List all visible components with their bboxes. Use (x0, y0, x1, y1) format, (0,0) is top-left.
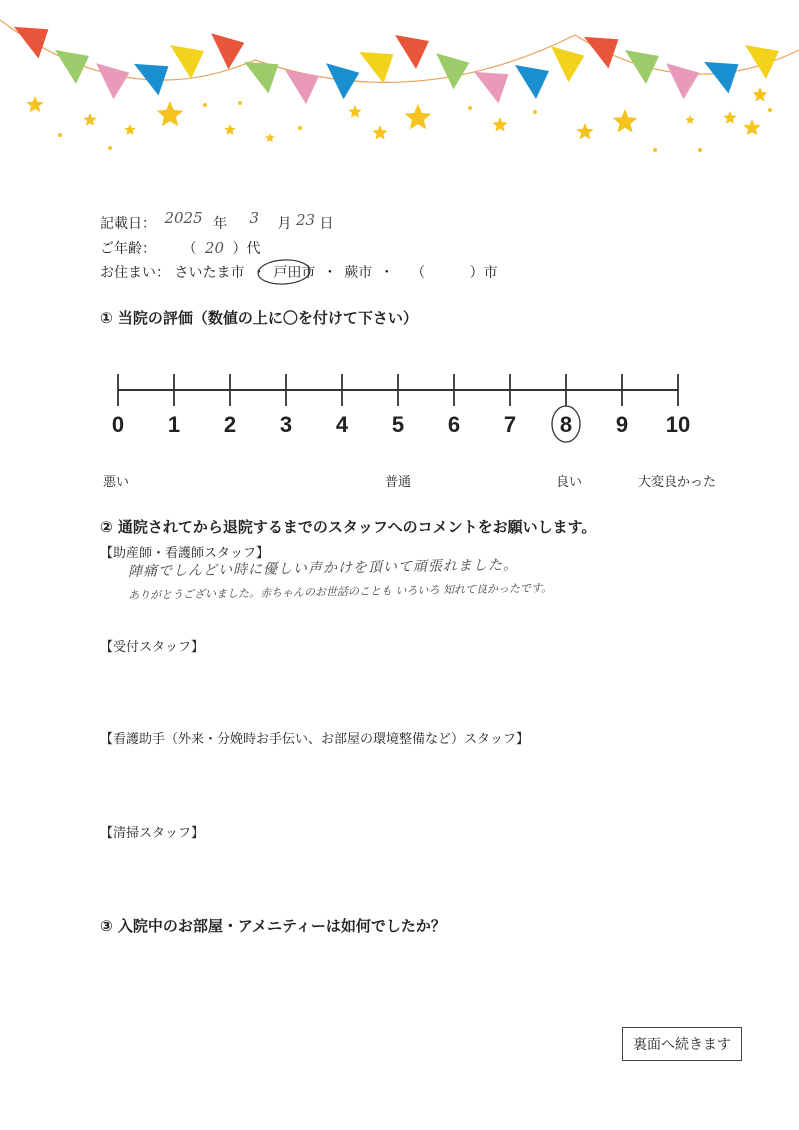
bunting-flag (208, 33, 245, 70)
bunting-flag (244, 58, 281, 95)
date-day: 23 (296, 211, 316, 229)
scale-word-good: 良い (556, 475, 583, 490)
bunting-flag (359, 48, 396, 85)
residence-label: お住まい： (100, 265, 170, 281)
month-unit: 月 (277, 216, 292, 232)
dot-decoration (468, 106, 472, 110)
bunting-flag (704, 58, 741, 95)
residence-option-warabi: 蕨市 (344, 265, 373, 281)
dot-decoration (298, 126, 302, 130)
scale-number-3: 3 (279, 412, 293, 437)
scale-number-0: 0 (111, 412, 125, 437)
bunting-flag (584, 33, 621, 70)
dot-decoration (533, 110, 537, 114)
star-icon (752, 87, 767, 102)
age-value: 20 (204, 239, 224, 257)
bunting-flag (515, 65, 549, 99)
residence-other-open: （ (411, 265, 426, 281)
age-row (100, 238, 260, 258)
section3-title: ③ 入院中のお部屋・アメニティーは如何でしたか？ (100, 917, 446, 935)
star-icon (224, 124, 235, 135)
star-icon (124, 124, 135, 135)
dot-decoration (653, 148, 657, 152)
residence-option-saitama: さいたま市 (174, 265, 245, 281)
bunting-flag (745, 45, 779, 79)
section2-title: ② 通院されてから退院するまでのスタッフへのコメントをお願いします。 (100, 518, 597, 536)
star-icon (743, 119, 760, 135)
midwife-label: 【助産師・看護師スタッフ】 (100, 546, 270, 561)
scale-number-9: 9 (615, 412, 629, 437)
bunting-flag (55, 50, 89, 84)
bunting-flag (14, 23, 51, 60)
star-icon (685, 115, 695, 124)
bunting-flags-icon (14, 23, 779, 105)
bunting-flag (433, 53, 470, 90)
scale-number-7: 7 (503, 412, 517, 437)
selected-circle (255, 256, 315, 288)
star-icon (613, 109, 638, 133)
residence-sep: ・ (379, 265, 394, 281)
year-unit: 年 (213, 216, 228, 232)
scale-number-1: 1 (167, 412, 181, 437)
scale-number-2: 2 (223, 412, 237, 437)
star-icon (372, 125, 387, 140)
date-year: 2025 (164, 209, 203, 227)
date-row (100, 209, 334, 233)
star-icon (83, 113, 96, 126)
bunting-flag (548, 46, 585, 83)
scale-number-6: 6 (447, 412, 461, 437)
star-icon (348, 105, 361, 118)
scale-number-5: 5 (391, 412, 405, 437)
age-label: ご年齢： (100, 241, 156, 257)
scale-word-normal: 普通 (385, 475, 412, 490)
dot-decoration (203, 103, 207, 107)
bunting-flag (663, 63, 700, 100)
continue-box: 裏面へ続きます (622, 1027, 742, 1061)
bunting-banner (0, 0, 799, 160)
scale-number-4: 4 (335, 412, 349, 437)
assistant-label: 【看護助手（外来・分娩時お手伝い、お部屋の環境整備など）スタッフ】 (100, 732, 530, 747)
star-icon (723, 111, 736, 124)
dot-decoration (768, 108, 772, 112)
scale-number-10: 10 (665, 412, 691, 437)
star-icon (157, 101, 184, 126)
residence-sep: ・ (322, 265, 337, 281)
day-unit: 日 (319, 216, 334, 232)
stars-decoration (26, 87, 772, 152)
residence-option-toda: 戸田市 (273, 265, 316, 281)
dot-decoration (58, 133, 62, 137)
dot-decoration (238, 101, 242, 105)
date-label: 記載日： (100, 216, 156, 232)
age-close: ）代 (232, 241, 261, 257)
bunting-flag (474, 68, 511, 105)
bunting-flag (170, 45, 204, 79)
date-month: 3 (249, 209, 260, 227)
star-icon (492, 117, 507, 132)
midwife-comment-line1: 陣痛でしんどい時に優しい声かけを頂いて頑張れました。 (127, 557, 519, 580)
scale-word-very-good: 大変良かった (638, 475, 717, 490)
dot-decoration (108, 146, 112, 150)
scale-number-8: 8 (559, 412, 573, 437)
cleaning-label: 【清掃スタッフ】 (100, 826, 205, 841)
scale-word-bad: 悪い (103, 475, 130, 490)
midwife-comment-line2: ありがとうございました。赤ちゃんのお世話のことも いろいろ 知れて良かったです。 (127, 581, 553, 602)
residence-other-close: ）市 (469, 265, 498, 281)
residence-sep: ・ (251, 265, 266, 281)
age-open: （ (182, 241, 197, 257)
section1-title: ① 当院の評価（数値の上に〇を付けて下さい） (100, 309, 418, 327)
dot-decoration (698, 148, 702, 152)
bunting-flag (93, 63, 130, 100)
star-icon (265, 133, 275, 142)
bunting-flag (323, 63, 360, 100)
star-icon (405, 104, 432, 129)
star-icon (576, 123, 593, 139)
bunting-flag (395, 35, 429, 69)
bunting-flag (625, 50, 659, 84)
reception-label: 【受付スタッフ】 (100, 640, 205, 655)
rating-scale (100, 355, 720, 455)
star-icon (26, 96, 43, 112)
